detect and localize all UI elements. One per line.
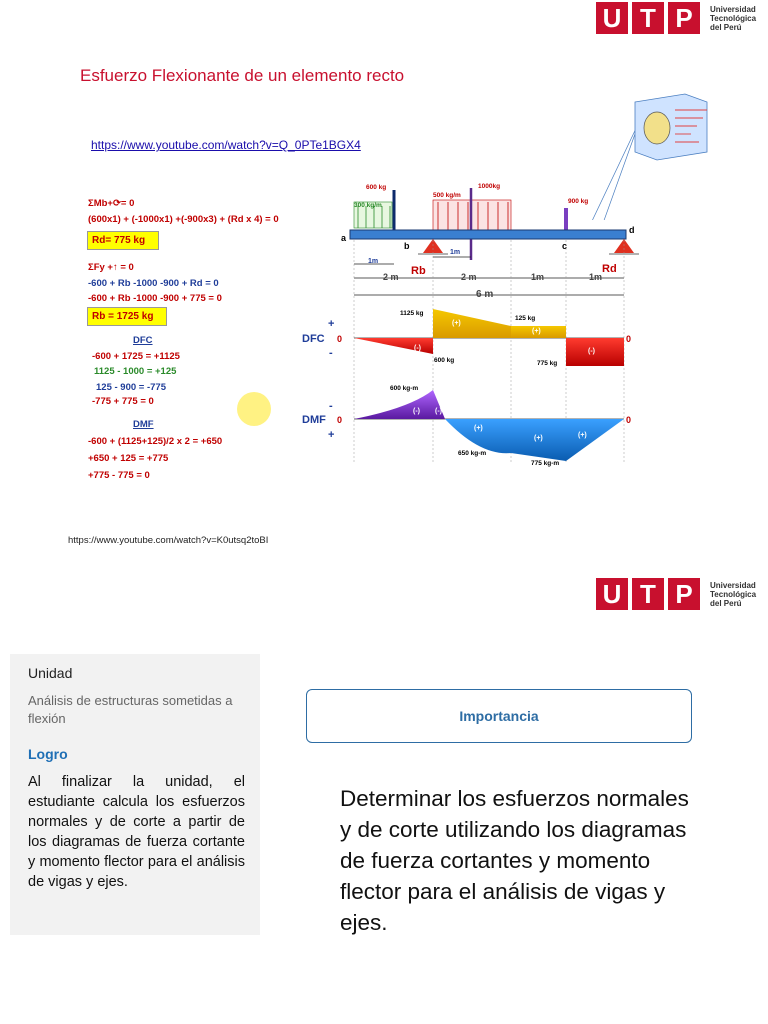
dfc-sign-3: (+) — [532, 328, 541, 335]
logo-text — [710, 5, 756, 32]
dfc-line-3: 125 - 900 = -775 — [96, 382, 166, 393]
calc-mb-eq: ΣMb+⟳= 0 — [88, 198, 135, 209]
dim-6m: 6 m — [476, 289, 494, 300]
dmf-label: DMF — [302, 414, 326, 426]
utp-logo-bottom — [596, 578, 756, 610]
point-c: c — [562, 241, 568, 251]
logo-line-2-2: Tecnológica — [710, 589, 757, 599]
dmf-zero-left: 0 — [337, 415, 343, 425]
dfc-val-775: 775 kg — [537, 360, 558, 367]
dim-2m-a: 2 m — [383, 272, 399, 282]
dmf-line-2: +650 + 125 = +775 — [88, 453, 169, 464]
dfc-zero-right: 0 — [626, 334, 632, 344]
diag-load-300: 300 kg/m — [354, 202, 382, 209]
logo-letter-t: T — [632, 2, 664, 34]
footer-video-link[interactable]: https://www.youtube.com/watch?v=K0utsq2toBI — [68, 535, 269, 546]
dfc-val-600: 600 kg — [434, 357, 455, 364]
beam-diagram — [290, 178, 650, 473]
dim-1m-a: 1m — [368, 258, 379, 265]
logo-letter-u-2: U — [596, 578, 628, 610]
importance-text: Determinar los esfuerzos normales y de corte utilizando los diagramas de fuerza cortantes y momento flector para el análisis de vigas y ejes. — [340, 786, 689, 935]
logo-letter-u: U — [596, 2, 628, 34]
logo-line-2: Tecnológica — [710, 13, 757, 23]
calc-fy-eq: ΣFy +↑ = 0 — [88, 262, 134, 273]
dmf-neg — [354, 390, 445, 419]
logro-heading: Logro — [28, 746, 68, 762]
logo-line-3-2: del Perú — [710, 598, 742, 608]
dim-1m-b: 1m — [450, 249, 461, 256]
dfc-val-125: 125 kg — [515, 315, 536, 322]
logo-letter-p: P — [668, 2, 700, 34]
dfc-title: DFC — [133, 335, 153, 346]
importance-box — [306, 689, 692, 743]
diag-load-1000: 1000kg — [478, 183, 501, 190]
point-a: a — [341, 233, 347, 243]
dfc-sign-2: (+) — [452, 320, 461, 327]
dfc-neg-2 — [566, 338, 624, 366]
reaction-rb: Rb — [411, 265, 426, 277]
logo-letter-p-2: P — [668, 578, 700, 610]
dmf-plus-sign: + — [328, 429, 335, 441]
dmf-val-600: 600 kg-m — [390, 385, 419, 392]
dfc-plus-sign: + — [328, 318, 335, 330]
unit-heading: Unidad — [28, 665, 73, 681]
dmf-sign-4: (+) — [534, 435, 543, 442]
dfc-pos-1 — [433, 309, 511, 338]
dfc-sign-4: (-) — [588, 348, 595, 355]
reaction-rd: Rd — [602, 263, 617, 275]
logo-letter-t-2: T — [632, 578, 664, 610]
logo-line-3: del Perú — [710, 22, 742, 32]
dfc-line-2: 1125 - 1000 = +125 — [94, 366, 177, 377]
diag-load-900: 900 kg — [568, 198, 589, 205]
dfc-label: DFC — [302, 333, 325, 345]
beam-section-3d-illustration — [585, 90, 730, 220]
video-link[interactable]: https://www.youtube.com/watch?v=Q_0PTe1BGX4 — [91, 138, 361, 152]
beam — [350, 230, 626, 239]
logo-line-1: Universidad — [710, 4, 756, 14]
result-rb: Rb = 1725 kg — [87, 307, 167, 326]
dmf-sign-5: (+) — [578, 432, 587, 439]
callout-line-2 — [585, 120, 640, 220]
point-b: b — [404, 241, 410, 251]
slide-title: Esfuerzo Flexionante de un elemento recto — [80, 66, 405, 85]
result-rd: Rd= 775 kg — [87, 231, 159, 250]
calc-fy-line2: -600 + Rb -1000 -900 + 775 = 0 — [88, 293, 222, 304]
dmf-line-3: +775 - 775 = 0 — [88, 470, 150, 481]
calc-mb-line: (600x1) + (-1000x1) +(-900x3) + (Rd x 4) = 0 — [88, 214, 279, 225]
cursor-highlight — [237, 392, 271, 426]
dmf-line-1: -600 + (1125+125)/2 x 2 = +650 — [88, 436, 223, 447]
section-ring — [644, 112, 670, 144]
dfc-minus-sign: - — [329, 347, 333, 359]
dfc-zero-left: 0 — [337, 334, 343, 344]
dmf-sign-2: (-) — [435, 408, 442, 415]
importance-label: Importancia — [459, 708, 539, 724]
dmf-sign-3: (+) — [474, 425, 483, 432]
dfc-val-1125: 1125 kg — [400, 310, 424, 317]
dim-1m-c: 1m — [531, 272, 545, 282]
dfc-line-4: -775 + 775 = 0 — [92, 396, 154, 407]
logo-line-1-2: Universidad — [710, 580, 756, 590]
diag-load-500: 500 kg/m — [433, 192, 461, 199]
dmf-sign-1: (-) — [413, 408, 420, 415]
dfc-line-1: -600 + 1725 = +1125 — [92, 351, 180, 362]
calc-fy-line1: -600 + Rb -1000 -900 + Rd = 0 — [88, 278, 219, 289]
dfc-sign-1: (-) — [414, 345, 421, 352]
callout-line-1 — [597, 120, 640, 220]
logo-text-2 — [710, 581, 756, 608]
dfc-neg-1 — [354, 338, 433, 354]
dmf-val-650: 650 kg-m — [458, 450, 487, 457]
logro-text: Al finalizar la unidad, el estudiante calcula los esfuerzos normales y de corte a partir de los diagramas de fuerza cortante y momento flector para el análisis de vigas y ejes. — [28, 774, 245, 890]
dim-2m-b: 2 m — [461, 272, 477, 282]
unit-name: Análisis de estructuras sometidas a flexión — [28, 693, 233, 726]
utp-logo-top — [596, 2, 756, 34]
dmf-val-775: 775 kg-m — [531, 460, 560, 467]
dim-1m-d: 1m — [589, 272, 603, 282]
dmf-zero-right: 0 — [626, 415, 632, 425]
dmf-title: DMF — [133, 419, 154, 430]
dmf-minus-sign: - — [329, 400, 333, 412]
point-d: d — [629, 225, 635, 235]
diag-load-600: 600 kg — [366, 184, 387, 191]
